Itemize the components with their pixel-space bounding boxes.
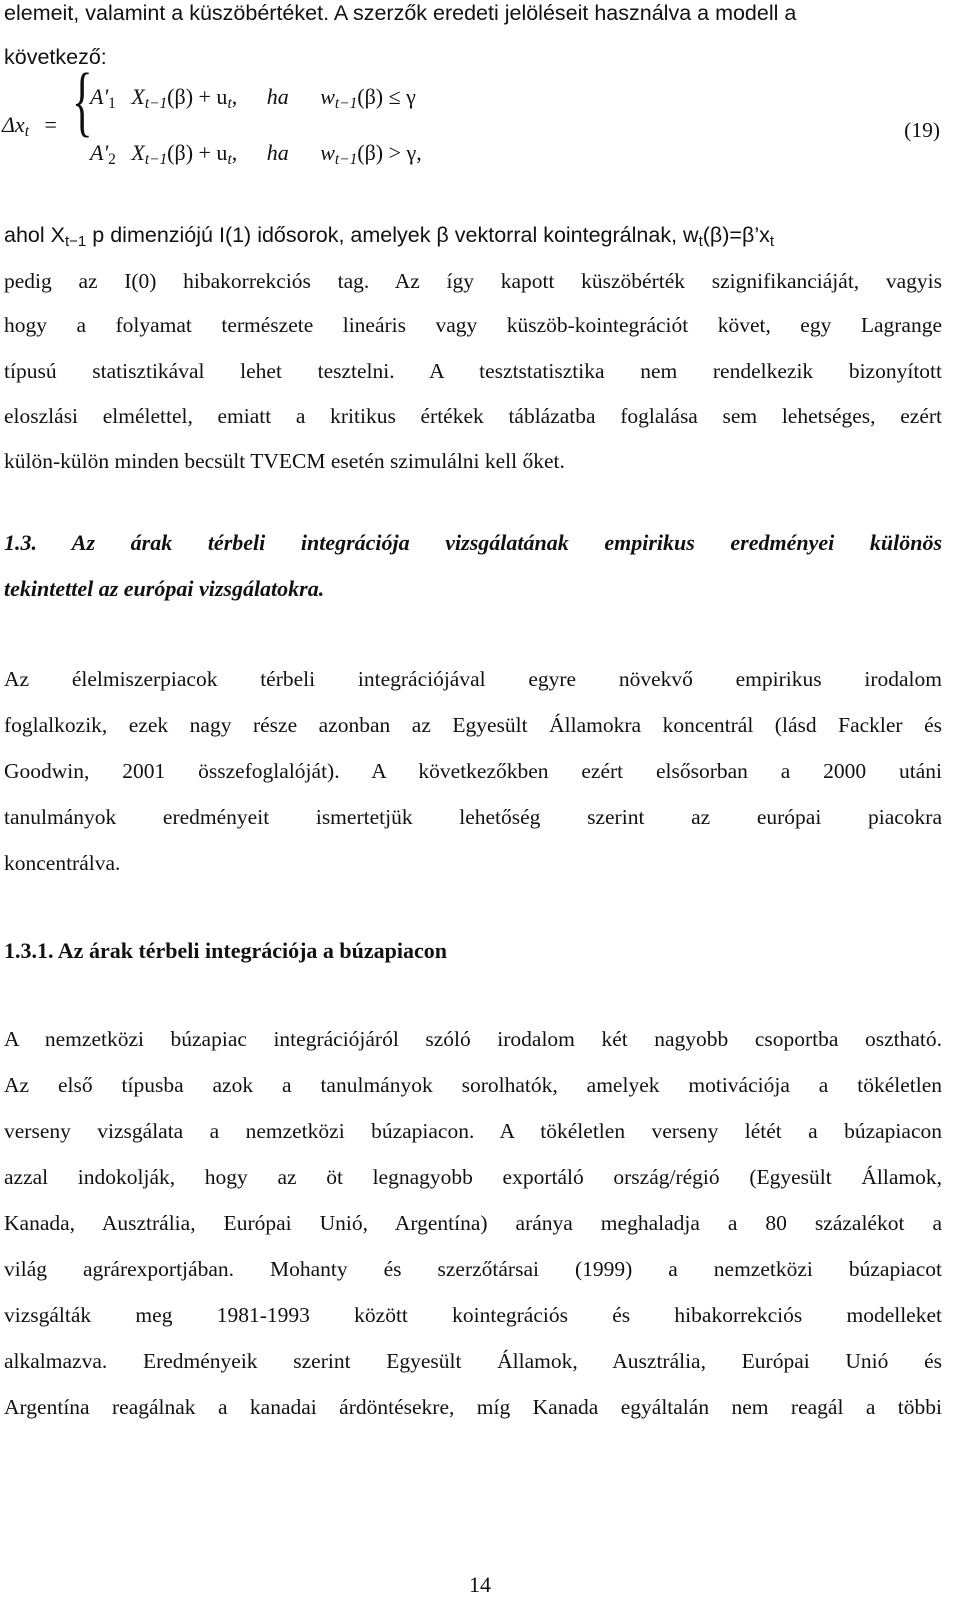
text-line: tanulmányok eredményeit ismertetjük lehetőség szerint az európai piacokra bbox=[4, 805, 942, 829]
text-line: külön-külön minden becsült TVECM esetén szimulálni kell őket. bbox=[4, 449, 565, 473]
text-line: eloszlási elmélettel, emiatt a kritikus értékek táblázatba foglalása sem lehetséges, ezért bbox=[4, 404, 942, 428]
text-line: A nemzetközi búzapiac integrációjáról szóló irodalom két nagyobb csoportba osztható. bbox=[4, 1027, 942, 1051]
text-line: vizsgálták meg 1981-1993 között kointegrációs és hibakorrekciós modelleket bbox=[4, 1303, 942, 1327]
text-line: hogy a folyamat természete lineáris vagy küszöb-kointegrációt követ, egy Lagrange bbox=[4, 313, 942, 337]
equation-row-1: $A'_1$ $X_{t-1}(\beta) + u_t$, ha $w_{t-1}(\beta) \le \gamma$ bbox=[90, 84, 416, 112]
text-line: következő: bbox=[4, 45, 107, 69]
equation-row-2: $A'_2$ $X_{t-1}(\beta) + u_t$, ha $w_{t-1}(\beta) > \gamma$, bbox=[90, 140, 422, 168]
text-line: elemeit, valamint a küszöbértéket. A szerzők eredeti jelöléseit használva a modell a bbox=[4, 1, 797, 25]
text-line: Kanada, Ausztrália, Európai Unió, Argentína) aránya meghaladja a 80 százalékot a bbox=[4, 1211, 942, 1235]
page-number: 14 bbox=[469, 1572, 491, 1597]
text-line: pedig az I(0) hibakorrekciós tag. Az így kapott küszöbérték szignifikanciáját, vagyis bbox=[4, 269, 942, 293]
text-line: ahol $X_{t-1}$ p dimenziójú I(1) idősorok, amelyek β vektorral kointegrálnak, $w_t(\beta)=\beta’x_t$ bbox=[4, 223, 775, 250]
text-line: Goodwin, 2001 összefoglalóját). A következőkben ezért elsősorban a 2000 utáni bbox=[4, 759, 942, 783]
text-line: alkalmazva. Eredményeik szerint Egyesült Államok, Ausztrália, Európai Unió és bbox=[4, 1349, 942, 1373]
section-heading: tekintettel az európai vizsgálatokra. bbox=[4, 576, 325, 601]
subsection-heading: 1.3.1. Az árak térbeli integrációja a búzapiacon bbox=[4, 938, 448, 963]
equation-number: (19) bbox=[904, 118, 940, 142]
section-heading: 1.3. Az árak térbeli integrációja vizsgálatának empirikus eredményei különös bbox=[4, 530, 942, 555]
text-line: Az első típusba azok a tanulmányok sorolhatók, amelyek motivációja a tökéletlen bbox=[4, 1073, 942, 1097]
text-line: típusú statisztikával lehet tesztelni. A tesztstatisztika nem rendelkezik bizonyított bbox=[4, 359, 942, 383]
text-line: Az élelmiszerpiacok térbeli integrációjával egyre növekvő empirikus irodalom bbox=[4, 667, 942, 691]
text-line: koncentrálva. bbox=[4, 851, 121, 875]
text-line: világ agrárexportjában. Mohanty és szerzőtársai (1999) a nemzetközi búzapiacot bbox=[4, 1257, 942, 1281]
text-line: verseny vizsgálata a nemzetközi búzapiacon. A tökéletlen verseny létét a búzapiacon bbox=[4, 1119, 942, 1143]
text-line: Argentína reagálnak a kanadai árdöntésekre, míg Kanada egyáltalán nem reagál a többi bbox=[4, 1395, 942, 1419]
text-line: azzal indokolják, hogy az öt legnagyobb exportáló ország/régió (Egyesült Államok, bbox=[4, 1165, 942, 1189]
left-brace: { bbox=[72, 57, 93, 144]
text-line: foglalkozik, ezek nagy része azonban az Egyesült Államokra koncentrál (lásd Fackler és bbox=[4, 713, 942, 737]
equation-lhs: $\Delta x_t$ = bbox=[2, 112, 57, 140]
